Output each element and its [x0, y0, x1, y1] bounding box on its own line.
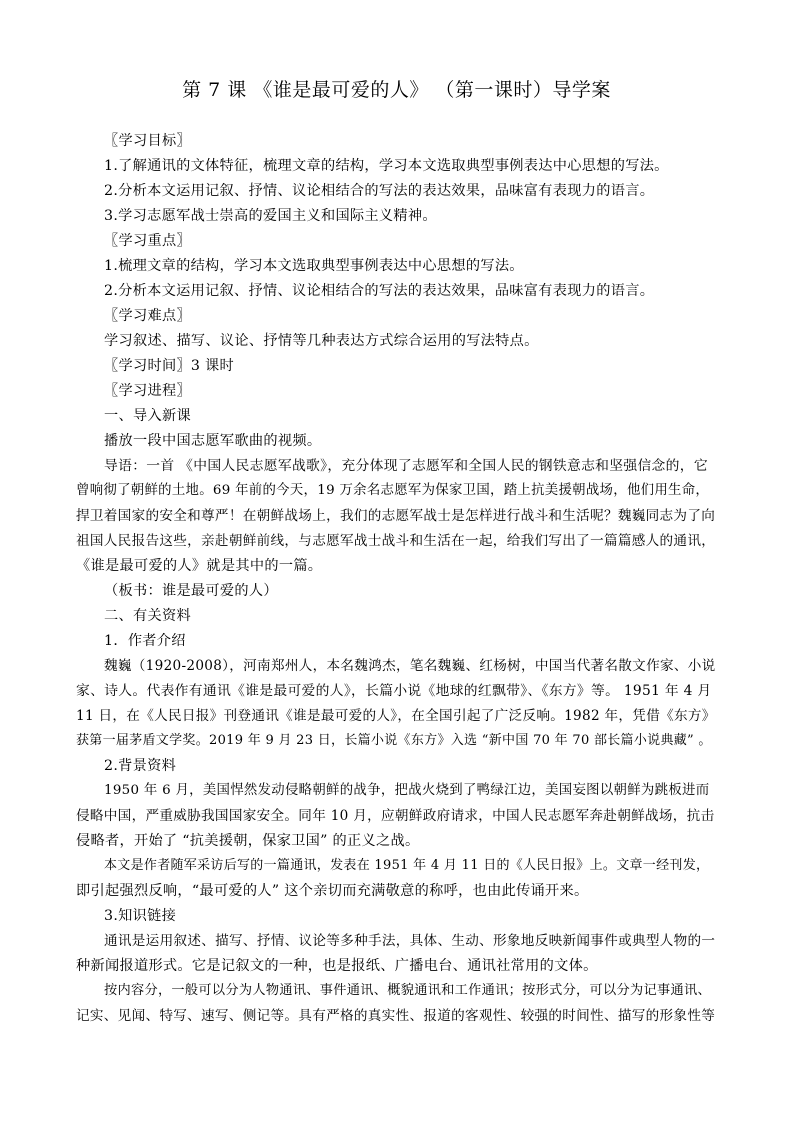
paragraph-line: 魏巍（1920-2008），河南郑州人，本名魏鸿杰，笔名魏巍、红杨树，中国当代著名散文作家、小说	[104, 658, 716, 674]
section-heading-process: 〖学习进程〗	[104, 383, 191, 399]
objective-item-3: 3.学习志愿军战士崇高的爱国主义和国际主义精神。	[104, 208, 437, 224]
paragraph-line: 侵略中国，严重威胁我国国家安全。同年 10 月，应朝鲜政府请求，中国人民志愿军奔赴朝鲜战场，抗击	[76, 808, 715, 824]
paragraph-line: 即引起强烈反响，“最可爱的人” 这个亲切而充满敬意的称呼，也由此传诵开来。	[76, 883, 589, 899]
board-note: （板书：谁是最可爱的人）	[104, 583, 278, 599]
section-heading-key-points: 〖学习重点〗	[104, 233, 191, 249]
difficulty-text: 学习叙述、描写、议论、抒情等几种表达方式综合运用的写法特点。	[104, 333, 539, 349]
paragraph-line: 祖国人民报告这些，亲赴朝鲜前线，与志愿军战士战斗和生活在一起，给我们写出了一篇篇感人的通讯，	[76, 533, 716, 549]
key-point-item-2: 2.分析本文运用记叙、抒情、议论相结合的写法的表达效果，品味富有表现力的语言。	[104, 283, 655, 299]
study-time: 〖学习时间〗3 课时	[104, 358, 235, 374]
paragraph-line: 按内容分，一般可以分为人物通讯、事件通讯、概貌通讯和工作通讯；按形式分，可以分为记事通讯、	[104, 983, 711, 998]
paragraph-line: 《谁是最可爱的人》就是其中的一篇。	[76, 558, 323, 574]
section-heading-objectives: 〖学习目标〗	[104, 133, 191, 149]
paragraph-line: 记实、见闻、特写、速写、侧记等。具有严格的真实性、报道的客观性、较强的时间性、描写的形象性等	[76, 1008, 716, 1024]
page-title: 第 7 课 《谁是最可爱的人》 （第一课时）导学案	[182, 79, 611, 101]
paragraph-line: 通讯是运用叙述、描写、抒情、议论等多种手法，具体、生动、形象地反映新闻事件或典型人物的一	[104, 933, 716, 949]
section-heading-difficulties: 〖学习难点〗	[104, 308, 191, 324]
subsection-heading-author: 1．作者介绍	[104, 633, 186, 649]
key-point-item-1: 1.梳理文章的结构，学习本文选取典型事例表达中心思想的写法。	[104, 258, 524, 274]
paragraph-line: 播放一段中国志愿军歌曲的视频。	[104, 433, 322, 449]
paragraph-line: 家、诗人。代表作有通讯《谁是最可爱的人》，长篇小说《地球的红飘带》、《东方》等。 1951 年 4 月	[76, 683, 712, 699]
paragraph-line: 曾响彻了朝鲜的土地。69 年前的今天，19 万余名志愿军为保家卫国，踏上抗美援朝战场，他们用生命，	[76, 483, 710, 498]
subsection-heading-background: 2.背景资料	[104, 758, 177, 774]
subsection-heading-intro: 一、导入新课	[104, 408, 191, 424]
paragraph-line: 1950 年 6 月，美国悍然发动侵略朝鲜的战争，把战火烧到了鸭绿江边，美国妄图以朝鲜为跳板进而	[104, 783, 710, 798]
objective-item-1: 1.了解通讯的文体特征，梳理文章的结构，学习本文选取典型事例表达中心思想的写法。	[104, 158, 669, 174]
paragraph-line: 侵略者，开始了 “抗美援朝，保家卫国” 的正义之战。	[76, 833, 420, 849]
subsection-heading-knowledge: 3.知识链接	[104, 908, 177, 924]
paragraph-line: 获第一届茅盾文学奖。2019 年 9 月 23 日，长篇小说《东方》入选 “新中国 70 年 70 部长篇小说典藏” 。	[76, 733, 712, 748]
objective-item-2: 2.分析本文运用记叙、抒情、议论相结合的写法的表达效果，品味富有表现力的语言。	[104, 183, 655, 199]
subsection-heading-materials: 二、有关资料	[104, 608, 191, 624]
paragraph-line: 11 日，在《人民日报》刊登通讯《谁是最可爱的人》，在全国引起了广泛反响。1982 年，凭借《东方》	[76, 708, 716, 724]
paragraph-line: 捍卫着国家的安全和尊严！在朝鲜战场上，我们的志愿军战士是怎样进行战斗和生活呢？魏巍同志为了向	[76, 508, 716, 524]
paragraph-line: 种新闻报道形式。它是记叙文的一种，也是报纸、广播电台、通讯社常用的文体。	[76, 958, 598, 974]
paragraph-line: 导语：一首 《中国人民志愿军战歌》，充分体现了志愿军和全国人民的钢铁意志和坚强信念的，它	[104, 458, 708, 474]
paragraph-line: 本文是作者随军采访后写的一篇通讯，发表在 1951 年 4 月 11 日的《人民日报》上。文章一经刊发，	[104, 858, 710, 873]
